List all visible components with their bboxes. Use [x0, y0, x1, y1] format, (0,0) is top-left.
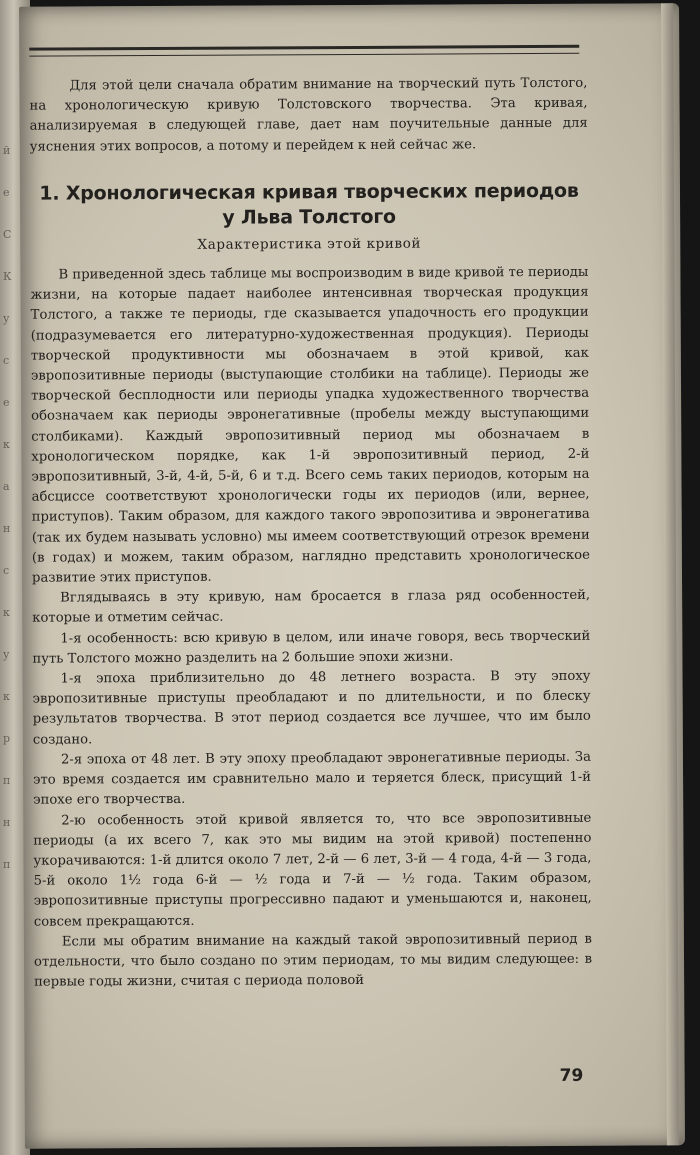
body-paragraph-3: 1-я особенность: всю кривую в целом, или иначе говоря, весь творческий путь Толстого можно разделить на 2 большие эпохи жизни.	[32, 628, 591, 667]
body-paragraph-2: Вглядываясь в эту кривую, нам бросается в глаза ряд особенностей, которые и отметим сейчас.	[32, 588, 591, 627]
body-paragraph-4: 1-я эпоха приблизительно до 48 летнего возраста. В эту эпоху эвропозитивные приступы преобладают и по длительности, и по блеску результатов творчества. В этот период создается все лучшее, что им было создано.	[32, 668, 591, 748]
header-rule	[29, 45, 579, 57]
page-fore-edge	[661, 3, 679, 1145]
body-paragraph-1: В приведенной здесь таблице мы воспроизводим в виде кривой те периоды жизни, на которые падает наиболее интенсивная творческая продукция Толстого, а также те периоды, где сказывается упадочность его продукции (подразумевается его литературно-художественная продукция). Периоды творческой продуктивности мы обозначаем в этой кривой, как эвропозитивные периоды (выступающие столбики на таблице). Периоды же творческой бесплодности или периоды упадка художественного творчества обозначаем как периоды эвронегативные (пробелы между выступающими столбиками). Каждый эвропозитивный период мы обозначаем в хронологическом порядке, как 1-й эвропозитивный период, 2-й эвропозитивный, 3-й, 4-й, 5-й, 6 и т.д. Всего семь таких периодов, которым на абсциссе соответствуют хронологически годы их периодов (или, вернее, приступов). Таким образом, для каждого такого эвропозитива и эвронегатива (так их будем называть условно) мы имеем соответствующий отрезок времени (в годах) и можем, таким образом, наглядно представить хронологическое развитие этих приступов.	[30, 264, 590, 586]
left-page-edge-text: й e C К у с е к а н с к у к р п н п	[3, 144, 11, 871]
body-paragraph-6: 2-ю особенность этой кривой является то, что все эвропозитивные периоды (а их всего 7, как это мы видим на этой кривой) постепенно укорачиваются: 1-й длится около 7 лет, 2-й — 6 лет, 3-й — 4 года, 4-й — 3 года, 5-й около 1½ года 6-й — ½ года и 7-й — ½ года. Таким образом, эвропозитивные приступы прогрессивно падают и уменьшаются и, наконец, совсем прекращаются.	[33, 810, 592, 930]
section-subheading: Характеристика этой кривой	[197, 235, 422, 253]
intro-paragraph: Для этой цели сначала обратим внимание на творческий путь Толстого, на хронологическую кривую Толстовского творчества. Эта кривая, анализируемая в следующей главе, дает нам поучительные данные для уяснения этих вопросов, а потому и перейдем к ней сейчас же.	[29, 75, 588, 155]
page-number: 79	[559, 1065, 584, 1086]
page-body	[29, 74, 592, 993]
section-heading	[30, 179, 588, 232]
section-heading-line-1: 1. Хронологическая кривая творческих периодов	[39, 179, 579, 205]
body-paragraph-5: 2-я эпоха от 48 лет. В эту эпоху преобладают эвронегативные периоды. За это время создается им сравнительно мало и теряется блеск, присущий 1-й эпохе его творчества.	[33, 749, 592, 808]
book-page	[19, 3, 685, 1148]
body-paragraph-7: Если мы обратим внимание на каждый такой эвропозитивный период в отдельности, что было создано по этим периодам, то мы видим следующее: в первые годы жизни, считая с периода половой	[33, 931, 593, 990]
section-heading-line-2: у Льва Толстого	[222, 205, 396, 229]
